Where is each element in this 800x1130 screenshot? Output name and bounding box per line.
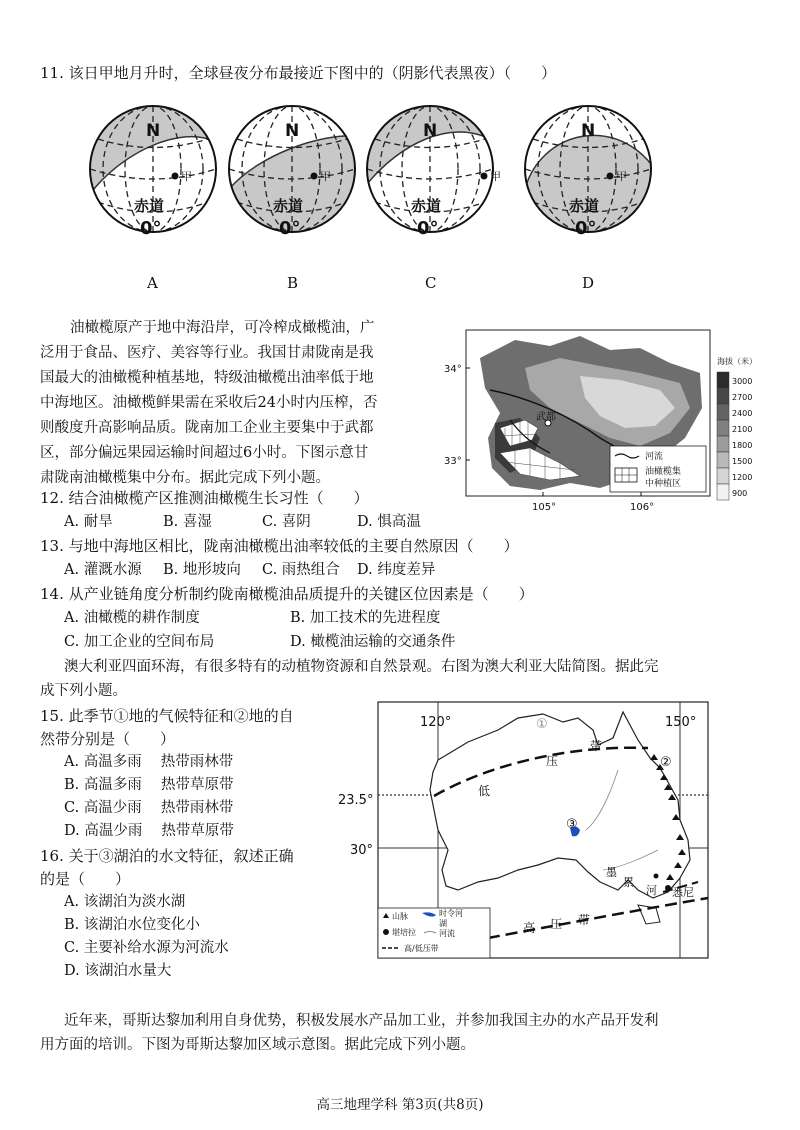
legend-canberra: 堪培拉: [392, 928, 416, 937]
low-belt-2: 压: [546, 754, 559, 768]
elev-swatch: [717, 436, 729, 452]
q15-option-a: A. 高温多雨 热带雨林带: [64, 754, 234, 770]
q12-stem: 12. 结合油橄榄产区推测油橄榄生长习性（ ）: [40, 489, 369, 507]
north-label-d: N: [581, 121, 596, 141]
meridian-label-d: 0°: [575, 218, 597, 239]
north-label-b: N: [285, 121, 300, 141]
high-belt-3: 带: [578, 913, 591, 927]
equator-label-d: 赤道: [569, 197, 600, 215]
q16-stem-2: 的是（ ）: [40, 870, 131, 888]
sydney-label: 悉尼: [672, 886, 694, 899]
elev-value-label: 2400: [732, 409, 753, 418]
q12-option-a: A. 耐旱: [64, 514, 113, 530]
q16-option-a: A. 该湖泊为淡水湖: [64, 894, 186, 910]
elev-value-label: 2100: [732, 425, 753, 434]
q16-option-b: B. 该湖泊水位变化小: [64, 917, 200, 933]
australia-map: [338, 700, 714, 962]
q14-option-b: B. 加工技术的先进程度: [290, 610, 441, 626]
elev-swatch: [717, 388, 729, 404]
elev-swatch: [717, 484, 729, 500]
q13-stem: 13. 与地中海地区相比，陇南油橄榄出油率较低的主要自然原因（ ）: [40, 537, 519, 555]
elevation-legend: [717, 372, 752, 500]
q15-stem-1: 15. 此季节①地的气候特征和②地的自: [40, 707, 294, 725]
q11-option-d: D: [582, 274, 595, 292]
lat-33-label: 33°: [444, 456, 462, 467]
equator-label-b: 赤道: [273, 197, 304, 215]
elev-swatch: [717, 452, 729, 468]
q15-option-c: C. 高温少雨 热带雨林带: [64, 800, 234, 816]
mark-3: ③: [566, 817, 578, 832]
wudu-label: 武都: [536, 412, 556, 423]
q12-option-d: D. 惧高温: [357, 514, 421, 530]
low-belt-3: 带: [590, 739, 603, 753]
lon-120-label: 120°: [420, 715, 452, 730]
low-belt-1: 低: [478, 784, 491, 798]
q14-stem: 14. 从产业链角度分析制约陇南橄榄油品质提升的关键区位因素是（ ）: [40, 585, 534, 603]
high-belt-1: 高: [523, 921, 536, 935]
equator-label-c: 赤道: [411, 197, 442, 215]
point-label-a: 甲: [181, 170, 192, 183]
q13-option-a: A. 灌溉水源: [64, 562, 142, 578]
passage-australia-1: 澳大利亚四面环海，有很多特有的动植物资源和自然景观。右图为澳大利亚大陆简图。据此完: [64, 659, 659, 675]
elev-value-label: 900: [732, 489, 748, 498]
elev-value-label: 1500: [732, 457, 753, 466]
passage-olive: 油橄榄原产于地中海沿岸，可冷榨成橄榄油，广 泛用于食品、医疗、美容等行业。我国甘肃陇南是我 国最大的油橄榄种植基地，特级油橄榄出油率低于地 中海地区。油橄榄鲜果需在采收后24小时内压榨，否 则酸度升高影响品质。陇南加工企业主要集中于武都 区，部分偏远果园运输时间超过6小时。下图示意甘 肃陇南油橄榄集中分布。据此完成下列小题。: [40, 320, 378, 486]
q16-stem-1: 16. 关于③湖泊的水文特征，叙述正确: [40, 847, 294, 865]
q13-option-c: C. 雨热组合: [262, 562, 340, 578]
high-belt-2: 压: [550, 917, 563, 931]
lat-34-label: 34°: [444, 364, 462, 375]
lat-235-label: 23.5°: [338, 793, 374, 808]
mark-1: ①: [536, 717, 548, 732]
passage-costa-rica-2: 用方面的培训。下图为哥斯达黎加区域示意图。据此完成下列小题。: [40, 1037, 475, 1053]
murray-1: 墨: [606, 866, 617, 879]
mark-2: ②: [660, 755, 672, 770]
elev-swatch: [717, 404, 729, 420]
legend-pressure-belt: 高/低压带: [404, 944, 439, 953]
equator-label-a: 赤道: [134, 197, 165, 215]
meridian-label-a: 0°: [140, 218, 162, 239]
elev-swatch: [717, 420, 729, 436]
legend-river: 河流: [645, 452, 664, 462]
q16-option-c: C. 主要补给水源为河流水: [64, 940, 229, 956]
meridian-label-b: 0°: [279, 218, 301, 239]
legend-lake: 湖: [439, 919, 447, 928]
q16-option-d: D. 该湖泊水量大: [64, 963, 172, 979]
murray-3: 河: [646, 884, 657, 897]
elev-title: 海拔（米）: [717, 357, 757, 366]
elev-value-label: 1200: [732, 473, 753, 482]
q13-option-d: D. 纬度差异: [357, 562, 436, 578]
point-label-d: 甲: [616, 170, 627, 183]
q15-stem-2: 然带分别是（ ）: [40, 730, 176, 748]
legend-river: 河流: [439, 929, 455, 938]
lat-30-label: 30°: [350, 843, 374, 858]
q11-option-c: C: [425, 274, 437, 292]
elev-swatch: [717, 468, 729, 484]
q12-option-b: B. 喜湿: [163, 514, 212, 530]
north-label-a: N: [146, 121, 161, 141]
q13-option-b: B. 地形坡向: [163, 562, 241, 578]
legend-area-2: 中种植区: [645, 479, 682, 489]
murray-2: 累: [623, 876, 634, 889]
passage-costa-rica-1: 近年来，哥斯达黎加利用自身优势，积极发展水产品加工业，并参加我国主办的水产品开发利: [64, 1013, 659, 1029]
elev-value-label: 1800: [732, 441, 753, 450]
q14-option-d: D. 橄榄油运输的交通条件: [290, 634, 456, 650]
q11-stem: 11. 该日甲地月升时，全球昼夜分布最接近下图中的（阴影代表黑夜）（ ）: [40, 64, 557, 82]
q14-option-a: A. 油橄榄的耕作制度: [64, 610, 200, 626]
q15-option-b: B. 高温多雨 热带草原带: [64, 777, 234, 793]
q15-option-d: D. 高温少雨 热带草原带: [64, 823, 234, 839]
lon-150-label: 150°: [665, 715, 697, 730]
point-label-c: 甲: [490, 170, 501, 183]
legend-seasonal-river: 时令河: [439, 909, 463, 918]
lon-105-label: 105°: [532, 502, 557, 513]
point-label-b: 甲: [320, 170, 331, 183]
legend-area-1: 油橄榄集: [645, 467, 682, 477]
elev-value-label: 3000: [732, 377, 753, 386]
q14-option-c: C. 加工企业的空间布局: [64, 634, 215, 650]
north-label-c: N: [423, 121, 438, 141]
elev-swatch: [717, 372, 729, 388]
lon-106-label: 106°: [630, 502, 655, 513]
elev-value-label: 2700: [732, 393, 753, 402]
q11-globes: [70, 94, 750, 254]
passage-australia-2: 成下列小题。: [40, 683, 127, 699]
page-footer: 高三地理学科 第3页(共8页): [316, 1097, 484, 1113]
q12-option-c: C. 喜阴: [262, 514, 311, 530]
q11-option-a: A: [147, 274, 158, 292]
legend-mountain: 山脉: [392, 912, 408, 921]
meridian-label-c: 0°: [417, 218, 439, 239]
q11-option-b: B: [287, 274, 299, 292]
longnan-map: [440, 328, 760, 514]
